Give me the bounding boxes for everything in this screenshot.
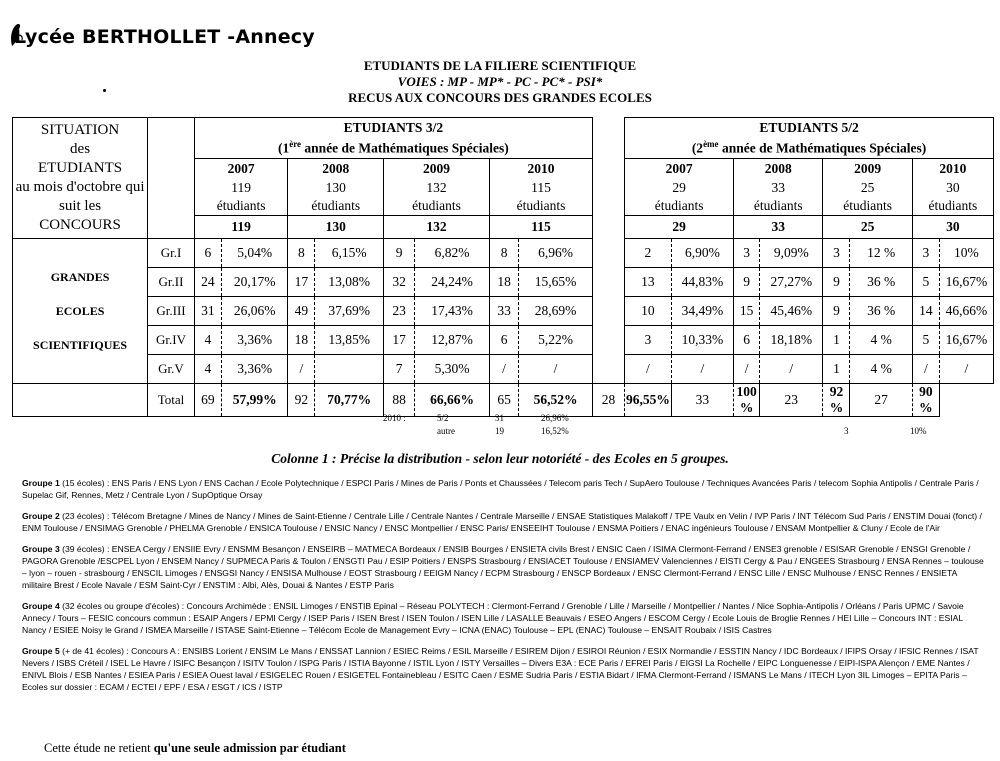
extra-r1-c: 26,96% [541,413,569,423]
percent-cell: 5,22% [519,326,593,355]
percent-cell: 5,04% [221,239,288,268]
percent-cell: 3,36% [221,326,288,355]
year-header: 2007 [194,159,288,180]
percent-cell: 12 % [850,239,912,268]
count-cell: 17 [288,268,315,297]
count-cell: 1 [823,355,850,384]
percent-cell: 45,46% [760,297,823,326]
count-cell: 5 [912,268,939,297]
situation-blank [148,118,195,239]
group-5: Groupe 5 (+ de 41 écoles) : Concours A : ENSIBS Lorient / ENSIM Le Mans / ENSSAT Lannion / ESIEC Reims / ESIL Marseille / ESIREM Dijon / ESIROI Réunion / ESIX Normandie / ESSTIN Nancy / IDC Bordeaux / IFIPS Orsay / IFSIC Rennes / ISAT Nevers / ISBS Créteil / ISEL Le Havre / ISIFC Besançon / ISITV Toulon / ISPG Paris / ISTIA Bayonne / ISTIL Lyon / ISTY Versailles – Divers E3A : ECE Paris / EFREI Paris / EIGSI La Rochelle / EIPC Longuenesse / EIPI-ISPA Alençon / EME Nantes / ENIVL Blois / ESB Nantes / ESIEA Paris / ESIEA Ouest laval / ESIGELEC Rouen / ESIGETEL Fontainebleau / ESITC Caen / ESME Sudria Paris / ESTIA Bidart / IFMA Clermont-Ferrand / ISMANS Le Mans / ITECH Lyon 3IL Limoges – EPITA Paris – Ecoles sur dossier : ECAM / ECTEI / EPF / ESA / ESGT / ICS / ISTP [22,646,979,692]
count-cell: 27 [850,384,912,417]
percent-cell: 12,87% [415,326,490,355]
group-name: Gr.III [148,297,195,326]
year-count: 25 étudiants [823,179,912,216]
total-label: Total [148,384,195,417]
count-cell: 9 [384,239,415,268]
count-cell: 3 [734,239,760,268]
extra-r2-a: autre [437,426,455,436]
percent-cell: 3,36% [221,355,288,384]
percent-cell: 57,99% [221,384,288,417]
percent-cell: 4 % [850,355,912,384]
percent-cell: 70,77% [315,384,384,417]
count-cell: 28 [592,384,624,417]
year-total: 29 [625,216,734,239]
count-cell: 65 [490,384,519,417]
percent-cell: / [671,355,733,384]
count-cell: 6 [734,326,760,355]
year-header: 2009 [823,159,912,180]
count-cell: / [288,355,315,384]
groups-list [22,477,984,702]
count-cell: 6 [194,239,221,268]
percent-cell: 20,17% [221,268,288,297]
group-name: Gr.II [148,268,195,297]
count-cell: 1 [823,326,850,355]
count-cell: 4 [194,355,221,384]
count-cell: 10 [625,297,672,326]
year-count: 119 étudiants [194,179,288,216]
table-row [13,326,994,355]
group-4: Groupe 4 (32 écoles ou groupe d'écoles) : Concours Archimède : ENSIL Limoges / ENSTIB Epinal – Réseau POLYTECH : Clermont-Ferrand / Grenoble / Lille / Marseille / Montpellier / Nantes / Nice Sophia-Antipolis / Orléans / Paris UPMC / Savoie Annecy / Tours – FESIC concours commun : ESAIP Angers / EPMI Cergy / ISEP Paris / ISEN Brest / ISEN Toulon / ISEN Lille / LASALLE Beauvais / ESEO Angers / ESCOM Cergy / Ecole Louis de Broglie Rennes / HEI Lille – Concours INT : ESIAL Nancy / ESIEE Noisy le Grand / ISMEA Marseille / ISTASE Saint-Etienne – Télécom Ecole de Management Evry – ICNA (ENAC) Toulouse – EPL (ENAC) Toulouse – ENSAIT Roubaix / ISIS Castres [22,601,964,635]
count-cell: 15 [734,297,760,326]
count-cell: 14 [912,297,939,326]
percent-cell: 36 % [850,297,912,326]
count-cell: 5 [912,326,939,355]
percent-cell: 90 % [912,384,939,417]
count-cell: 2 [625,239,672,268]
group-name: Gr.IV [148,326,195,355]
percent-cell: 10% [939,239,993,268]
percent-cell: 5,30% [415,355,490,384]
count-cell: 4 [194,326,221,355]
situation-header: SITUATION des ETUDIANTS au mois d'octobre qui suit les CONCOURS [13,118,148,239]
extra-r3-b: 10% [910,426,927,436]
year-total: 119 [194,216,288,239]
count-cell: 3 [823,239,850,268]
percent-cell: 6,96% [519,239,593,268]
group-3: Groupe 3 (39 écoles) : ENSEA Cergy / ENSIIE Evry / ENSMM Besançon / ENSEIRB – MATMECA Bordeaux / ENSIB Bourges / ENSIETA civils Brest / ENSIC Caen / ISIMA Clermont-Ferrand / ENSE3 grenoble / ESISAR Grenoble / ENSGI Grenoble / PAGORA Grenoble /ESCPEL Lyon / ENSEM Nancy / SUPMECA Paris & Toulon / ENSGTI Pau / ESIP Poitiers / ENSPS Strasbourg / ENSIACET Toulouse / ENSIAMEV Valenciennes / EISTI Cergy & Pau / ENGEES Strasbourg / ENSA Rennes – toulouse – lyon – rouen - strasbourg / ENSCIL Limoges / ENSGSI Nancy / ENSISA Mulhouse / EOST Strasbourg / EEIGM Nancy / ECPM Strasbourg / ENSCP Bordeaux / ENSC Clermont-Ferrand / ENSC Lille / ENSC Mulhouse / ENSC Rennes / ENSIETA militaire Brest / Ecole Navale / ESM Saint-Cyr / ENSTIM : Albi, Alès, Douai & Nantes / ESTP Paris [22,544,984,590]
year-header: 2010 [490,159,593,180]
year-header: 2007 [625,159,734,180]
table-row [13,268,994,297]
count-cell: / [912,355,939,384]
results-table [12,117,994,417]
year-count: 30 étudiants [912,179,993,216]
count-cell: 9 [823,268,850,297]
percent-cell: 66,66% [415,384,490,417]
title-line-3: RECUS AUX CONCOURS DES GRANDES ECOLES [348,90,652,105]
group-1: Groupe 1 (15 écoles) : ENS Paris / ENS Lyon / ENS Cachan / Ecole Polytechnique / ESPCI Paris / Mines de Paris / Ponts et Chaussées / Telecom paris Tech / SupAero Toulouse / Techniques Avancées Paris / telecom Sophia Antipolis / Centrale Paris / Supelac Gif, Rennes, Metz / Centrale Lyon / SupOptique Orsay [22,478,979,500]
year-count: 132 étudiants [384,179,490,216]
count-cell: 33 [671,384,733,417]
year-total: 132 [384,216,490,239]
percent-cell: 16,67% [939,268,993,297]
percent-cell: 13,08% [315,268,384,297]
count-cell: 9 [823,297,850,326]
percent-cell: 26,06% [221,297,288,326]
percent-cell [315,355,384,384]
total-row [13,384,994,417]
percent-cell: 4 % [850,326,912,355]
percent-cell: 13,85% [315,326,384,355]
extra-year: 2010 : [383,413,406,423]
count-cell: / [734,355,760,384]
percent-cell: 6,90% [671,239,733,268]
count-cell: 3 [912,239,939,268]
percent-cell: / [519,355,593,384]
year-count: 115 étudiants [490,179,593,216]
group-label: GRANDES ECOLES SCIENTIFIQUES [13,239,148,384]
percent-cell: 24,24% [415,268,490,297]
count-cell: 6 [490,326,519,355]
percent-cell: 6,15% [315,239,384,268]
percent-cell: 100 % [734,384,760,417]
percent-cell: 37,69% [315,297,384,326]
count-cell: 8 [288,239,315,268]
count-cell: / [490,355,519,384]
count-cell: 23 [760,384,823,417]
percent-cell: 28,69% [519,297,593,326]
table-row [13,297,994,326]
title-line-1: ETUDIANTS DE LA FILIERE SCIENTIFIQUE [363,58,637,73]
percent-cell: 92 % [823,384,850,417]
total-blank [13,384,148,417]
count-cell: 3 [625,326,672,355]
percent-cell: 44,83% [671,268,733,297]
et32-header: ETUDIANTS 3/2 (1ère année de Mathématiques Spéciales) [194,118,592,159]
et52-header: ETUDIANTS 5/2 (2ème année de Mathématiques Spéciales) [625,118,994,159]
percent-cell: 16,67% [939,326,993,355]
group-name: Gr.I [148,239,195,268]
percent-cell: / [760,355,823,384]
percent-cell: 56,52% [519,384,593,417]
count-cell: 33 [490,297,519,326]
year-total: 130 [288,216,384,239]
year-header: 2008 [734,159,823,180]
year-header: 2009 [384,159,490,180]
count-cell: 18 [288,326,315,355]
percent-cell: 27,27% [760,268,823,297]
extra-r3-a: 3 [844,426,849,436]
group-2: Groupe 2 (23 écoles) : Télécom Bretagne / Mines de Nancy / Mines de Saint-Etienne / Centrale Lille / Centrale Nantes / Centrale Marseille / ENSAE Statistiques Malakoff / TPE Vaulx en Velin / IVP Paris / INT Télécom Sud Paris / ENSTIM Douai (fonct) / ENM Toulouse / ENSIMAG Grenoble / PHELMA Grenoble / ENSICA Toulouse / ENSIC Nancy / ENSC Montpellier / ENSC Paris/ ENSEEIHT Toulouse / ENSMA Poitiers / ENAC ingénieurs Toulouse / ENSAM Montpellier & Cluny / Ecole de l'Air [22,511,982,533]
count-cell: 92 [288,384,315,417]
extra-r2-b: 19 [495,426,504,436]
percent-cell: 10,33% [671,326,733,355]
year-total: 115 [490,216,593,239]
count-cell: 69 [194,384,221,417]
count-cell: 24 [194,268,221,297]
year-header: 2010 [912,159,993,180]
percent-cell: 96,55% [625,384,672,417]
percent-cell: 9,09% [760,239,823,268]
percent-cell: 17,43% [415,297,490,326]
extra-r1-b: 31 [495,413,504,423]
count-cell: 18 [490,268,519,297]
year-total: 30 [912,216,993,239]
table-row [13,239,994,268]
count-cell: 13 [625,268,672,297]
extra-r2-c: 16,52% [541,426,569,436]
count-cell: 31 [194,297,221,326]
count-cell: 32 [384,268,415,297]
count-cell: 49 [288,297,315,326]
document-titles [0,58,1000,106]
percent-cell: 15,65% [519,268,593,297]
percent-cell: 6,82% [415,239,490,268]
count-cell: 9 [734,268,760,297]
title-line-2: VOIES : MP - MP* - PC - PC* - PSI* [397,74,603,89]
stray-dot [103,89,106,92]
table-row [13,355,994,384]
count-cell: 7 [384,355,415,384]
count-cell: 8 [490,239,519,268]
year-header: 2008 [288,159,384,180]
year-count: 33 étudiants [734,179,823,216]
year-total: 25 [823,216,912,239]
count-cell: 88 [384,384,415,417]
percent-cell: 34,49% [671,297,733,326]
year-total: 33 [734,216,823,239]
year-count: 29 étudiants [625,179,734,216]
count-cell: / [625,355,672,384]
column-gap [592,118,624,384]
column-note: Colonne 1 : Précise la distribution - selon leur notoriété - des Ecoles en 5 groupes. [271,451,729,466]
percent-cell: 36 % [850,268,912,297]
extra-r1-a: 5/2 [437,413,449,423]
percent-cell: 46,66% [939,297,993,326]
count-cell: 17 [384,326,415,355]
percent-cell: / [939,355,993,384]
percent-cell: 18,18% [760,326,823,355]
school-name: Lycée BERTHOLLET -Annecy [14,26,315,48]
footer-note: Cette étude ne retient qu'une seule admission par étudiant [44,741,346,755]
group-name: Gr.V [148,355,195,384]
year-count: 130 étudiants [288,179,384,216]
count-cell: 23 [384,297,415,326]
